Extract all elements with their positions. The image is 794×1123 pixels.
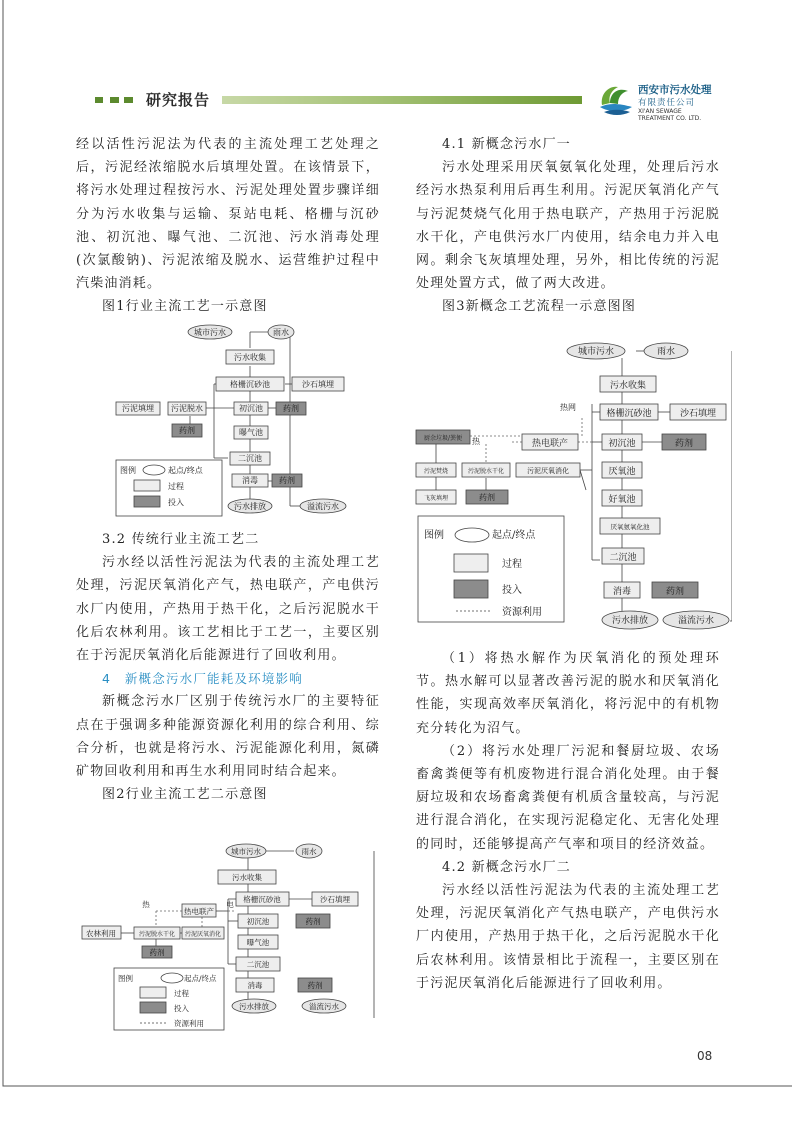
svg-text:污水收集: 污水收集 [234,353,266,362]
svg-text:曝气池: 曝气池 [246,938,270,947]
svg-text:沙石填埋: 沙石填埋 [302,380,334,389]
svg-text:雨水: 雨水 [301,847,317,856]
section-title: 研究报告 [146,91,211,109]
svg-text:二沉池: 二沉池 [609,553,637,563]
figure-3 [412,338,732,638]
logo-name-en: XI'AN SEWAGE TREATMENT CO. LTD. [638,108,702,122]
svg-text:格栅沉砂池: 格栅沉砂池 [606,409,652,419]
svg-text:污水排放: 污水排放 [234,502,266,511]
svg-text:溢流污水: 溢流污水 [307,502,339,511]
svg-text:污水收集: 污水收集 [609,381,647,391]
left-column-2 [76,528,380,806]
svg-text:热网: 热网 [560,403,576,412]
svg-text:污泥脱水: 污泥脱水 [171,404,203,413]
header-square-3 [124,97,133,103]
heading-3-2: 3.2 传统行业主流工艺二 [102,532,260,547]
right-paragraph-4: 污水经以活性污泥法为代表的主流处理工艺处理，污泥厌氧消化产气热电联产，产电供污水厂内使用，产热用于热干化，之后污泥脱水干化后农林利用。该情景相比于流程一，主要区别在于污泥厌氧消化后能源进行了回收利用。 [416,883,720,991]
svg-text:药剂: 药剂 [179,426,195,435]
header-bar [222,96,582,104]
svg-text:药剂: 药剂 [665,587,685,597]
svg-text:热: 热 [142,900,150,909]
svg-text:药剂: 药剂 [149,948,165,957]
fig2-caption: 图2行业主流工艺二示意图 [102,787,268,803]
svg-text:好氧池: 好氧池 [608,495,636,505]
svg-text:药剂: 药剂 [305,917,321,926]
left-paragraph-2: 污水经以活性污泥法为代表的主流处理工艺处理，污泥厌氧消化产气，热电联产，产电供污水厂内使用，产热用于热干化，之后污泥脱水干化后农林利用。该工艺相比于工艺一，主要区别在于污泥厌氧消化后能源进行了回收利用。 [76,555,380,664]
svg-text:厨余垃圾/粪便: 厨余垃圾/粪便 [423,435,463,442]
svg-text:过程: 过程 [502,559,522,570]
svg-text:投入: 投入 [168,498,184,507]
svg-text:飞灰填埋: 飞灰填埋 [423,495,449,502]
svg-text:污泥厌氧消化: 污泥厌氧消化 [527,467,569,475]
right-column-2 [416,647,720,995]
svg-text:污泥厌氧消化: 污泥厌氧消化 [184,931,222,938]
svg-text:污泥填埋: 污泥填埋 [122,404,154,413]
svg-text:城市污水: 城市污水 [577,347,615,357]
right-paragraph-2: （1）将热水解作为厌氧消化的预处理环节。热水解可以显著改善污泥的脱水和厌氧消化性能，实现高效率厌氧消化，将污泥中的有机物充分转化为沼气。 [416,651,720,736]
svg-text:起点/终点: 起点/终点 [168,466,203,475]
svg-text:消毒: 消毒 [247,981,263,990]
figure-1 [110,320,360,520]
svg-text:投入: 投入 [174,1004,189,1013]
svg-text:污泥脱水干化: 污泥脱水干化 [467,468,505,475]
svg-text:药剂: 药剂 [674,439,694,449]
svg-text:污泥焚烧: 污泥焚烧 [423,468,449,475]
svg-text:资源利用: 资源利用 [174,1019,204,1028]
svg-text:曝气池: 曝气池 [239,428,263,437]
svg-text:沙石填埋: 沙石填埋 [679,409,717,419]
svg-text:污水排放: 污水排放 [239,1002,269,1011]
heading-4-1: 4.1 新概念污水厂一 [442,137,572,152]
svg-text:初沉池: 初沉池 [246,917,270,926]
svg-text:城市污水: 城市污水 [194,328,226,337]
svg-text:药剂: 药剂 [283,404,299,413]
svg-text:图例: 图例 [118,974,133,983]
svg-text:投入: 投入 [502,585,522,596]
svg-text:污水收集: 污水收集 [232,873,262,882]
left-paragraph-3: 新概念污水厂区别于传统污水厂的主要特征点在于强调多种能源资源化利用的综合利用、综合分析，也就是将污水、污泥能源化利用，氮磷矿物回收利用和再生水利用同时结合起来。 [76,694,380,780]
svg-text:热电联产: 热电联产 [531,439,569,449]
svg-text:热电联产: 热电联产 [184,907,214,916]
svg-text:格栅沉砂池: 格栅沉砂池 [243,895,281,904]
svg-text:药剂: 药剂 [479,493,495,502]
svg-text:热: 热 [472,437,480,446]
svg-text:农林利用: 农林利用 [86,929,116,938]
svg-text:药剂: 药剂 [307,981,323,990]
svg-text:资源利用: 资源利用 [502,607,542,618]
svg-text:二沉池: 二沉池 [246,960,270,969]
svg-text:初沉池: 初沉池 [239,404,263,413]
fig3-caption: 图3新概念工艺流程一示意图图 [442,299,637,315]
svg-text:雨水: 雨水 [656,347,676,357]
figure-2 [78,840,378,1036]
svg-text:格栅沉砂池: 格栅沉砂池 [230,380,270,389]
right-paragraph-3: （2）将污水处理厂污泥和餐厨垃圾、农场畜禽粪便等有机废物进行混合消化处理。由于餐厨垃圾和农场畜禽粪便有机质含量较高，与污泥进行混合消化，在实现污泥稳定化、无害化处理的同时，还能够提高产气率和项目的经济效益。 [416,743,720,852]
header-square-2 [110,97,119,103]
svg-text:城市污水: 城市污水 [231,847,261,856]
left-paragraph-1: 经以活性污泥法为代表的主流处理工艺处理之后，污泥经浓缩脱水后填埋处置。在该情景下，将污水处理过程按污水、污泥处理处置步骤详细分为污水收集与运输、泵站电耗、格栅与沉砂池、初沉池、曝气池、二沉池、污水消毒处理(次氯酸钠)、污泥浓缩及脱水、运营维护过程中汽柴油消耗。 [76,137,380,292]
svg-text:二沉池: 二沉池 [238,454,262,463]
fig1-caption: 图1行业主流工艺一示意图 [102,299,268,315]
svg-text:厌氧池: 厌氧池 [608,467,636,477]
svg-text:电: 电 [226,900,234,909]
logo-name-cn-2: 有限责任公司 [638,98,696,108]
svg-text:消毒: 消毒 [242,476,258,485]
svg-text:起点/终点: 起点/终点 [184,974,217,983]
svg-text:污水排放: 污水排放 [611,616,649,626]
svg-text:溢流污水: 溢流污水 [309,1002,339,1011]
svg-text:雨水: 雨水 [273,328,289,337]
heading-4-2: 4.2 新概念污水厂二 [442,859,572,875]
header-square-1 [95,97,103,103]
svg-text:溢流污水: 溢流污水 [677,616,715,626]
heading-4: 4 新概念污水厂能耗及环境影响 [102,671,303,687]
right-paragraph-1: 污水处理采用厌氧氨氧化处理，处理后污水经污水热泵利用后再生利用。污泥厌氧消化产气与污泥焚烧气化用于热电联产，产热用于污泥脱水干化，产电供污水厂内使用，结余电力并入电网。剩余飞灰填埋处理，另外，相比传统的污泥处理处置方式，做了两大改进。 [416,160,720,292]
svg-text:过程: 过程 [168,482,184,491]
logo-name-cn: 西安市污水处理 [638,84,712,96]
svg-text:过程: 过程 [174,989,189,998]
svg-text:图例: 图例 [424,530,444,541]
left-column [76,133,380,319]
svg-text:初沉池: 初沉池 [608,439,636,449]
svg-text:图例: 图例 [120,466,136,475]
page-number: 08 [697,1049,713,1063]
svg-text:消毒: 消毒 [612,587,632,597]
svg-text:沙石填埋: 沙石填埋 [320,895,350,904]
svg-text:厌氧氨氧化池: 厌氧氨氧化池 [610,523,650,531]
svg-text:药剂: 药剂 [279,476,295,485]
svg-text:污泥脱水干化: 污泥脱水干化 [138,931,176,938]
company-logo-icon [596,79,636,119]
right-column [416,133,720,319]
svg-text:起点/终点: 起点/终点 [492,530,536,541]
